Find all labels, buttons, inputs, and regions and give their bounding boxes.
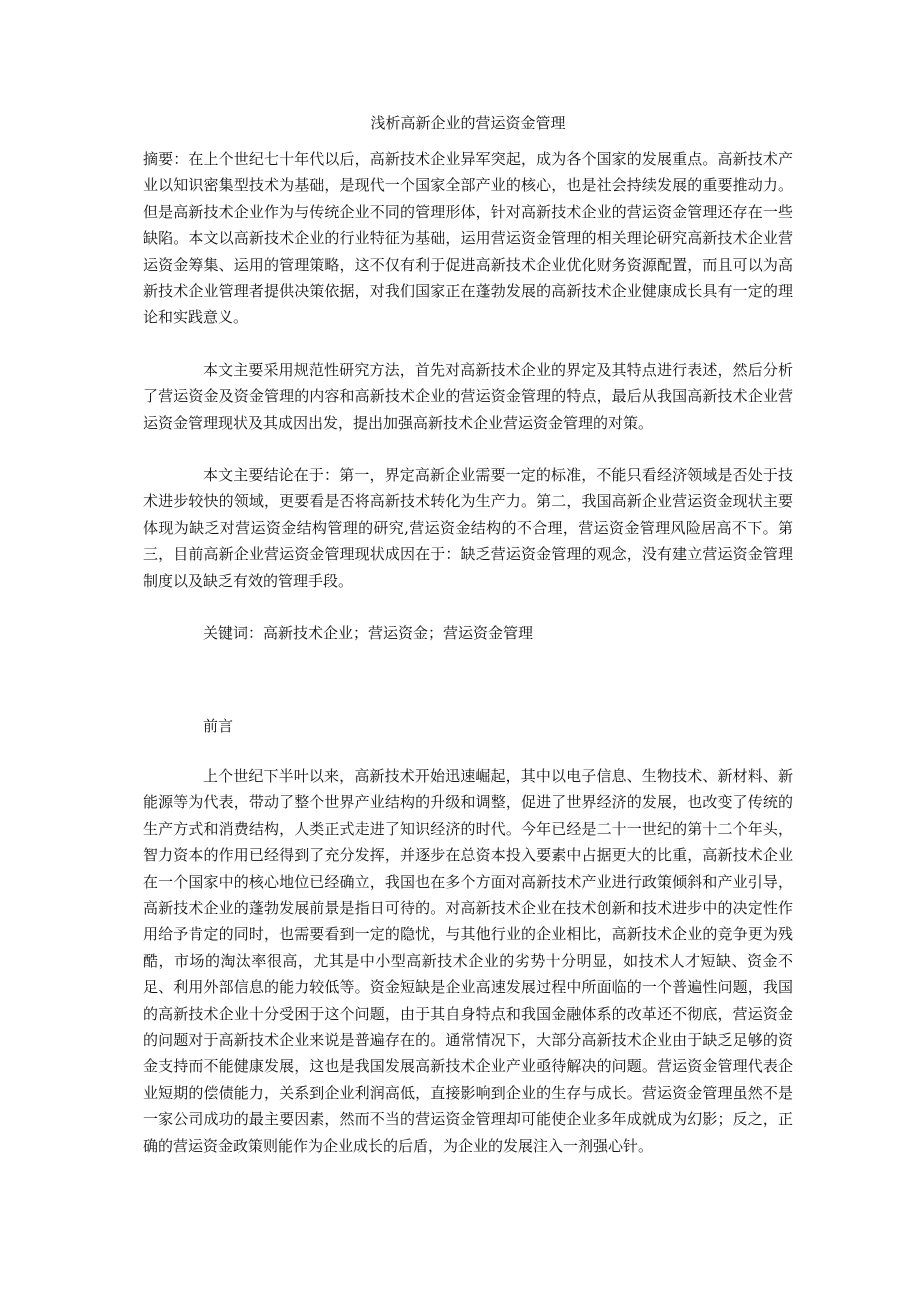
conclusions-paragraph: 本文主要结论在于：第一，界定高新企业需要一定的标准，不能只看经济领域是否处于技术进步较快的领域，更要看是否将高新技术转化为生产力。第二，我国高新企业营运资金现状主要体现为缺乏对营运资金结构管理的研究,营运资金结构的不合理，营运资金管理风险居高不下。第三，目前高新企业营运资金管理现状成因在于：缺乏营运资金管理的观念，没有建立营运资金管理制度以及缺乏有效的管理手段。 bbox=[143, 466, 793, 590]
preface-paragraph: 上个世纪下半叶以来，高新技术开始迅速崛起，其中以电子信息、生物技术、新材料、新能源等为代表，带动了整个世界产业结构的升级和调整，促进了世界经济的发展，也改变了传统的生产方式和消费结构，人类正式走进了知识经济的时代。今年已经是二十一世纪的第十二个年头，智力资本的作用已经得到了充分发挥，并逐步在总资本投入要素中占据更大的比重，高新技术企业在一个国家中的核心地位已经确立，我国也在多个方面对高新技术产业进行政策倾斜和产业引导，高新技术企业的蓬勃发展前景是指日可待的。对高新技术企业在技术创新和技术进步中的决定性作用给予肯定的同时，也需要看到一定的隐忧，与其他行业的企业相比，高新技术企业的竞争更为残酷，市场的淘汰率很高，尤其是中小型高新技术企业的劣势十分明显，如技术人才短缺、资金不足、利用外部信息的能力较低等。资金短缺是企业高速发展过程中所面临的一个普遍性问题，我国的高新技术企业十分受困于这个问题，由于其自身特点和我国金融体系的改革还不彻底，营运资金的问题对于高新技术企业来说是普遍存在的。通常情况下，大部分高新技术企业由于缺乏足够的资金支持而不能健康发展，这也是我国发展高新技术企业产业亟待解决的问题。营运资金管理代表企业短期的偿债能力，关系到企业利润高低，直接影响到企业的生存与成长。营运资金管理虽然不是一家公司成功的最主要因素，然而不当的营运资金管理却可能使企业多年成就成为幻影；反之，正确的营运资金政策则能作为企业成长的后盾，为企业的发展注入一剂强心针。 bbox=[143, 766, 793, 1155]
abstract-paragraph: 摘要：在上个世纪七十年代以后，高新技术企业异军突起，成为各个国家的发展重点。高新技术产业以知识密集型技术为基础，是现代一个国家全部产业的核心，也是社会持续发展的重要推动力。但是高新技术企业作为与传统企业不同的管理形体，针对高新技术企业的营运资金管理还存在一些缺陷。本文以高新技术企业的行业特征为基础，运用营运资金管理的相关理论研究高新技术企业营运资金筹集、运用的管理策略，这不仅有利于促进高新技术企业优化财务资源配置，而且可以为高新技术企业管理者提供决策依据，对我们国家正在蓬勃发展的高新技术企业健康成长具有一定的理论和实践意义。 bbox=[143, 150, 793, 327]
document-title: 浅析高新企业的营运资金管理 bbox=[370, 114, 566, 132]
preface-heading: 前言 bbox=[203, 716, 234, 735]
keywords-line: 关键词：高新技术企业；营运资金；营运资金管理 bbox=[203, 624, 534, 643]
document-page bbox=[143, 110, 793, 1159]
methods-paragraph: 本文主要采用规范性研究方法，首先对高新技术企业的界定及其特点进行表述，然后分析了营运资金及资金管理的内容和高新技术企业的营运资金管理的特点，最后从我国高新技术企业营运资金管理现状及其成因出发，提出加强高新技术企业营运资金管理的对策。 bbox=[143, 360, 793, 432]
